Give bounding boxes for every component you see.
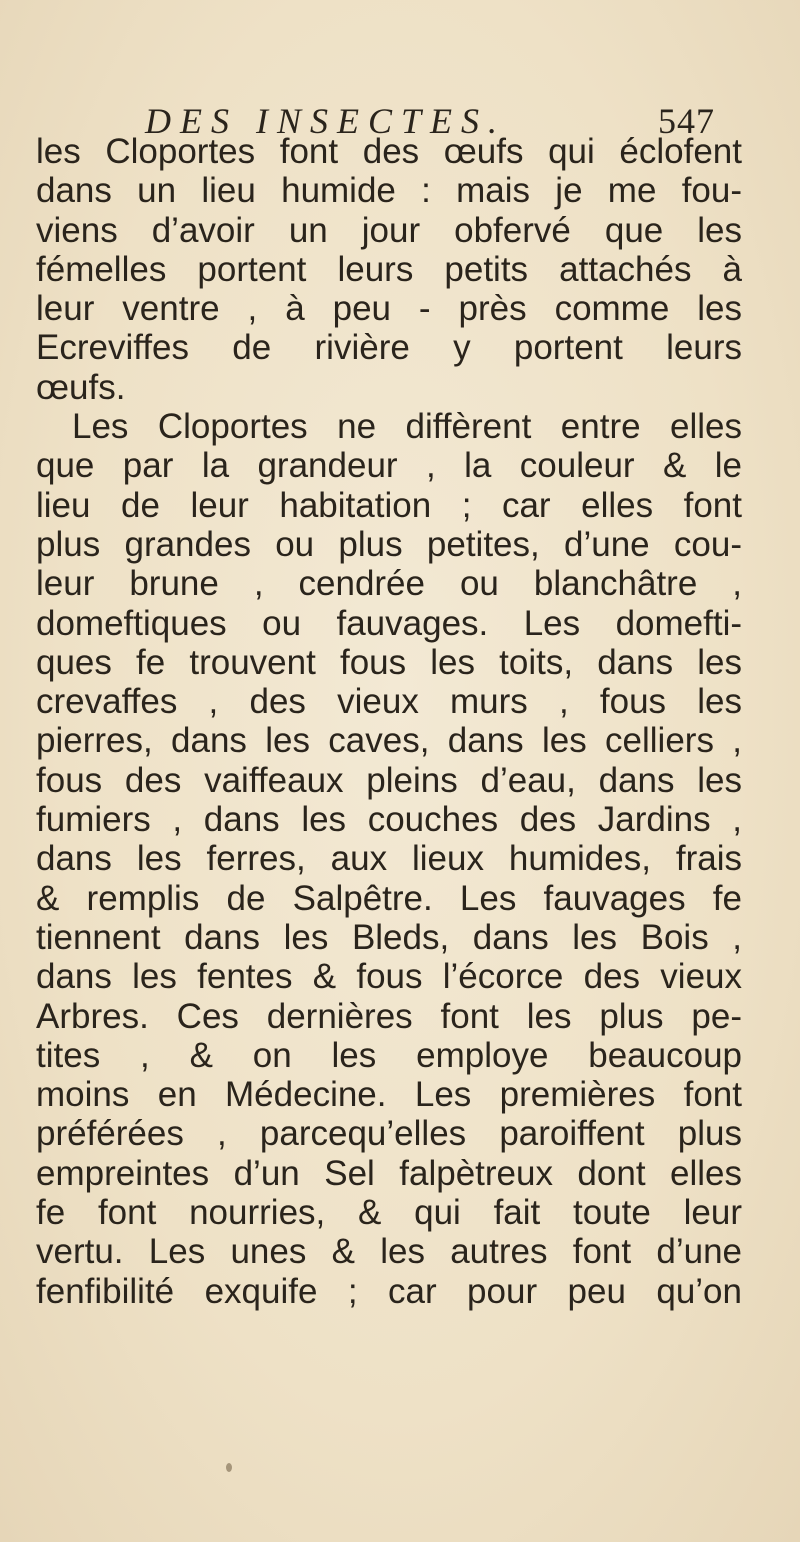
text-line: préférées , parcequ’elles paroiffent plus (36, 1114, 742, 1154)
text-line: plus grandes ou plus petites, d’une cou- (36, 524, 742, 564)
body-text (36, 132, 742, 1311)
text-line: Arbres. Ces dernières font les plus pe- (36, 996, 742, 1036)
text-line: que par la grandeur , la couleur & le (36, 446, 742, 486)
text-line: les Cloportes font des œufs qui éclofent (36, 132, 742, 171)
text-line: œufs. (36, 367, 126, 407)
text-line: tiennent dans les Bleds, dans les Bois , (36, 917, 742, 957)
text-line: leur ventre , à peu - près comme les (36, 289, 742, 329)
text-line: viens d’avoir un jour obfervé que les (36, 210, 742, 250)
text-line: leur brune , cendrée ou blanchâtre , (36, 564, 742, 604)
text-line: tites , & on les employe beaucoup (36, 1035, 742, 1075)
text-line: fous des vaiffeaux pleins d’eau, dans les (36, 760, 742, 800)
text-line: dans les fentes & fous l’écorce des vieux (36, 957, 742, 997)
running-title: DES INSECTES. (145, 101, 507, 141)
text-line: crevaffes , des vieux murs , fous les (36, 682, 742, 722)
text-line: fenfibilité exquife ; car pour peu qu’on (36, 1271, 742, 1311)
text-line: fe font nourries, & qui fait toute leur (36, 1193, 742, 1233)
text-line: & remplis de Salpêtre. Les fauvages fe (36, 878, 742, 918)
text-line: pierres, dans les caves, dans les celliers , (36, 721, 742, 761)
text-line: domeftiques ou fauvages. Les domefti- (36, 603, 742, 643)
text-line: empreintes d’un Sel falpètreux dont elles (36, 1153, 742, 1193)
text-line: fémelles portent leurs petits attachés à (36, 249, 742, 289)
text-line: vertu. Les unes & les autres font d’une (36, 1232, 742, 1272)
text-line: moins en Médecine. Les premières font (36, 1075, 742, 1115)
paper-speck (226, 1463, 232, 1472)
text-line: dans les ferres, aux lieux humides, frais (36, 839, 742, 879)
text-line: Ecreviffes de rivière y portent leurs (36, 328, 742, 368)
page-number: 547 (658, 101, 715, 141)
text-line: ques fe trouvent fous les toits, dans les (36, 642, 742, 682)
paragraph-start-line: Les Cloportes ne diffèrent entre elles (72, 407, 742, 447)
text-line: lieu de leur habitation ; car elles font (36, 485, 742, 525)
text-line: dans un lieu humide : mais je me fou- (36, 171, 742, 211)
text-line: fumiers , dans les couches des Jardins , (36, 800, 742, 840)
